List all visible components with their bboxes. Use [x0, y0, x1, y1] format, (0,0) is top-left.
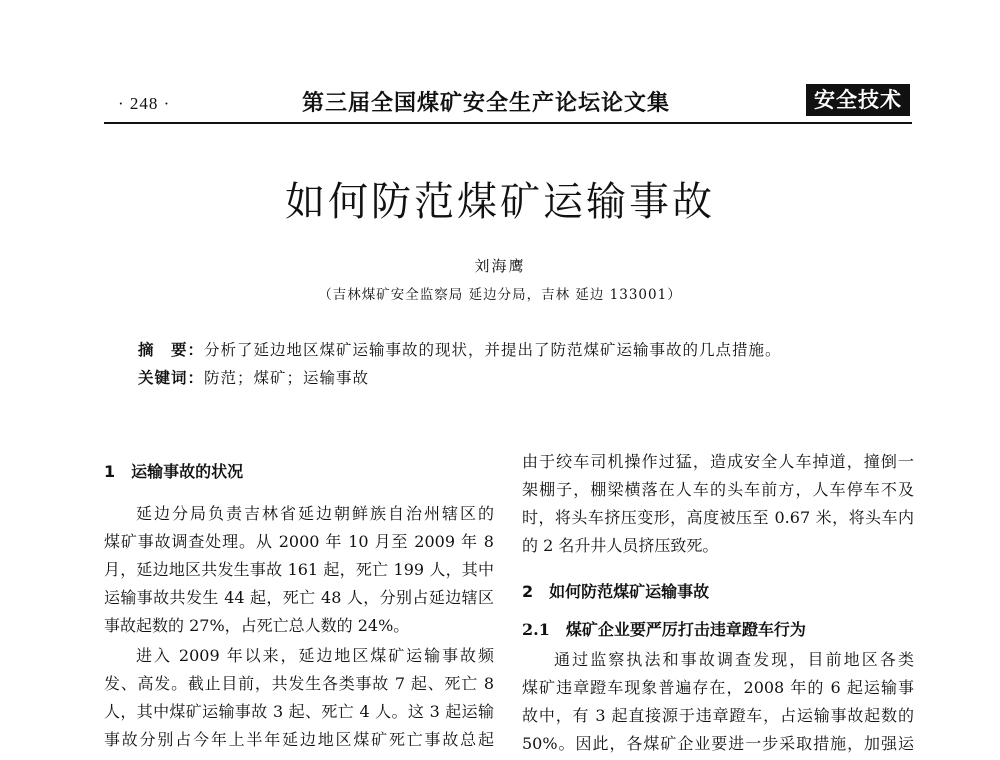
paragraph-3: [522, 646, 914, 758]
keywords-label: 关键词：: [138, 369, 205, 387]
paragraph-line: 的 2 名升井人员挤压致死。: [522, 536, 719, 555]
paragraph-line: 由于绞车司机操作过猛，造成安全人车掉道，撞倒一: [522, 452, 914, 471]
paragraph-line: 50%。因此，各煤矿企业要进一步采取措施，加强运: [522, 734, 914, 753]
author-name: 刘海鹰: [474, 257, 526, 275]
paragraph-line: 人，其中煤矿运输事故 3 起、死亡 4 人。这 3 起运输: [104, 702, 494, 721]
page-number: · 248 ·: [118, 94, 171, 113]
paragraph-line: 月，延边地区共发生事故 161 起，死亡 199 人，其中: [104, 560, 494, 579]
paragraph-line: 时，将头车挤压变形，高度被压至 0.67 米，将头车内: [522, 508, 914, 527]
paragraph-line: 延边分局负责吉林省延边朝鲜族自治州辖区的: [136, 504, 494, 523]
left-column: [104, 458, 494, 754]
section-2-heading: 2 如何防范煤矿运输事故: [522, 582, 710, 601]
paragraph-1: [104, 500, 494, 640]
abstract: [138, 338, 782, 360]
paragraph-continued: [522, 448, 914, 560]
author-affiliation: （吉林煤矿安全监察局 延边分局，吉林 延边 133001）: [318, 287, 682, 303]
paragraph-line: 事故起数的 27%，占死亡总人数的 24%。: [104, 616, 410, 635]
section-badge: 安全技术: [806, 84, 910, 116]
paragraph-line: 煤矿事故调查处理。从 2000 年 10 月至 2009 年 8: [104, 532, 494, 551]
keywords: [138, 366, 369, 388]
abstract-text: 分析了延边地区煤矿运输事故的现状，并提出了防范煤矿运输事故的几点措施。: [204, 341, 782, 359]
paragraph-line: 运输事故共发生 44 起，死亡 48 人，分别占延边辖区: [104, 588, 494, 607]
paragraph-line: 事故分别占今年上半年延边地区煤矿死亡事故总起: [104, 730, 494, 749]
paragraph-line: 通过监察执法和事故调查发现，目前地区各类: [554, 650, 914, 669]
paragraph-line: 进入 2009 年以来，延边地区煤矿运输事故频: [136, 646, 494, 665]
journal-title: 第三届全国煤矿安全生产论坛论文集: [302, 91, 671, 116]
right-column: [522, 448, 914, 758]
section-1-heading: 1 运输事故的状况: [104, 462, 244, 481]
keywords-text: 防范；煤矿；运输事故: [204, 369, 370, 387]
paragraph-2: [104, 642, 494, 754]
header-rule: [104, 122, 912, 124]
article-title: 如何防范煤矿运输事故: [285, 179, 715, 225]
subsection-2-1-heading: 2.1 煤矿企业要严厉打击违章蹬车行为: [522, 620, 806, 639]
paragraph-line: 煤矿违章蹬车现象普遍存在，2008 年的 6 起运输事: [522, 678, 914, 697]
paragraph-line: 故中，有 3 起直接源于违章蹬车，占运输事故起数的: [522, 706, 914, 725]
abstract-label: 摘 要：: [138, 341, 205, 359]
paragraph-line: 架棚子，棚梁横落在人车的头车前方，人车停车不及: [522, 480, 914, 499]
paragraph-line: 发、高发。截止目前，共发生各类事故 7 起、死亡 8: [104, 674, 494, 693]
